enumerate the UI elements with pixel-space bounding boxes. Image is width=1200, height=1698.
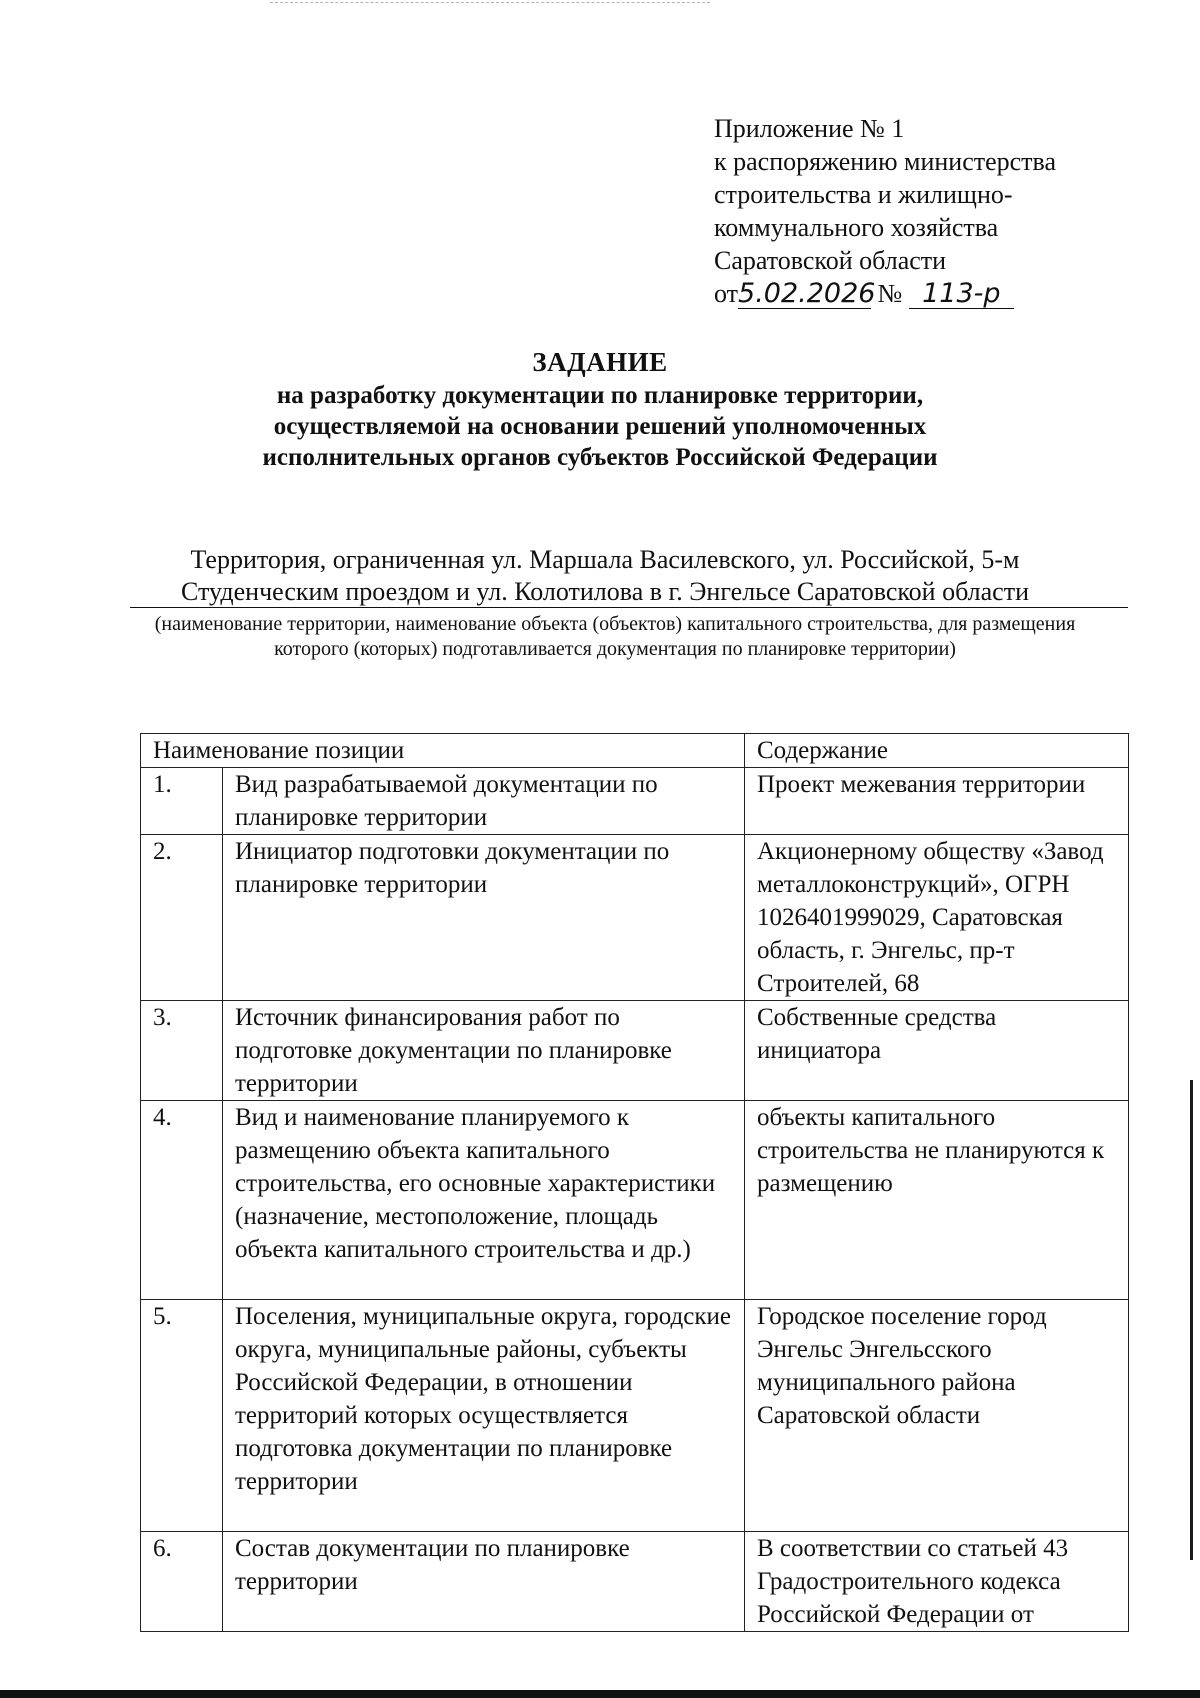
- annex-title: Приложение № 1: [714, 114, 905, 143]
- title-line: на разработку документации по планировке территории,: [276, 382, 924, 409]
- annex-line: строительства и жилищно-: [714, 180, 1013, 209]
- table-row: [141, 1300, 1129, 1532]
- scan-bottom-edge: [0, 1690, 1200, 1698]
- header-content: Содержание: [745, 734, 1129, 768]
- territory-line: Студенческим проездом и ул. Колотилова в г. Энгельсе Саратовской области: [181, 577, 1029, 606]
- row-number: 5.: [141, 1300, 223, 1532]
- number-label: №: [877, 279, 903, 308]
- handwritten-number: 113-р: [909, 280, 1014, 309]
- territory-name: [140, 544, 1070, 608]
- row-content: Проект межевания территории: [745, 768, 1129, 835]
- territory-underline: [130, 607, 1128, 608]
- table-row: [141, 835, 1129, 1001]
- row-number: 4.: [141, 1101, 223, 1300]
- annex-line: к распоряжению министерства: [714, 147, 1057, 176]
- row-number: 6.: [141, 1532, 223, 1632]
- task-table: [140, 733, 1129, 1632]
- row-content: Городское поселение город Энгельс Энгельсского муниципального района Саратовской области: [745, 1300, 1129, 1532]
- row-name: Инициатор подготовки документации по планировке территории: [223, 835, 745, 1001]
- title-line: исполнительных органов субъектов Российской Федерации: [262, 444, 938, 471]
- row-content: Собственные средства инициатора: [745, 1001, 1129, 1101]
- table-row: [141, 1101, 1129, 1300]
- from-label: от: [714, 279, 739, 308]
- annex-line: коммунального хозяйства: [714, 213, 999, 242]
- document-title: [140, 344, 1060, 473]
- row-number: 1.: [141, 768, 223, 835]
- handwritten-date: 5.02.2026: [738, 278, 876, 309]
- annex-header: [714, 112, 1056, 310]
- row-name: Вид разрабатываемой документации по планировке территории: [223, 768, 745, 835]
- row-name: Поселения, муниципальные округа, городские округа, муниципальные районы, субъекты Российской Федерации, в отношении территорий которых осуществляется подготовка документации по планировке территории: [223, 1300, 745, 1532]
- row-content: объекты капитального строительства не планируются к размещению: [745, 1101, 1129, 1300]
- title-line: осуществляемой на основании решений уполномоченных: [273, 413, 927, 440]
- territory-line: Территория, ограниченная ул. Маршала Василевского, ул. Российской, 5-м: [190, 545, 1020, 574]
- row-number: 2.: [141, 835, 223, 1001]
- table-header-row: [141, 734, 1129, 768]
- row-name: Состав документации по планировке территории: [223, 1532, 745, 1632]
- annex-date-line: [714, 277, 1056, 310]
- scan-top-edge: [270, 2, 710, 3]
- table-row: [141, 768, 1129, 835]
- header-position: Наименование позиции: [141, 734, 745, 768]
- territory-caption: (наименование территории, наименование объекта (объектов) капитального строительства, для размещения которого (которых) подготавливается документация по планировке территории): [154, 613, 1076, 660]
- row-content: Акционерному обществу «Завод металлоконструкций», ОГРН 1026401999029, Саратовская область, г. Энгельс, пр-т Строителей, 68: [745, 835, 1129, 1001]
- row-name: Вид и наименование планируемого к размещению объекта капитального строительства, его основные характеристики (назначение, местоположение, площадь объекта капитального строительства и др.): [223, 1101, 745, 1300]
- table-row: [141, 1001, 1129, 1101]
- row-number: 3.: [141, 1001, 223, 1101]
- annex-line: Саратовской области: [714, 246, 947, 275]
- scan-right-edge: [1190, 1080, 1193, 1560]
- page-title: ЗАДАНИЕ: [532, 347, 668, 377]
- table-row: [141, 1532, 1129, 1632]
- row-content: В соответствии со статьей 43 Градостроительного кодекса Российской Федерации от: [745, 1532, 1129, 1632]
- row-name: Источник финансирования работ по подготовке документации по планировке территории: [223, 1001, 745, 1101]
